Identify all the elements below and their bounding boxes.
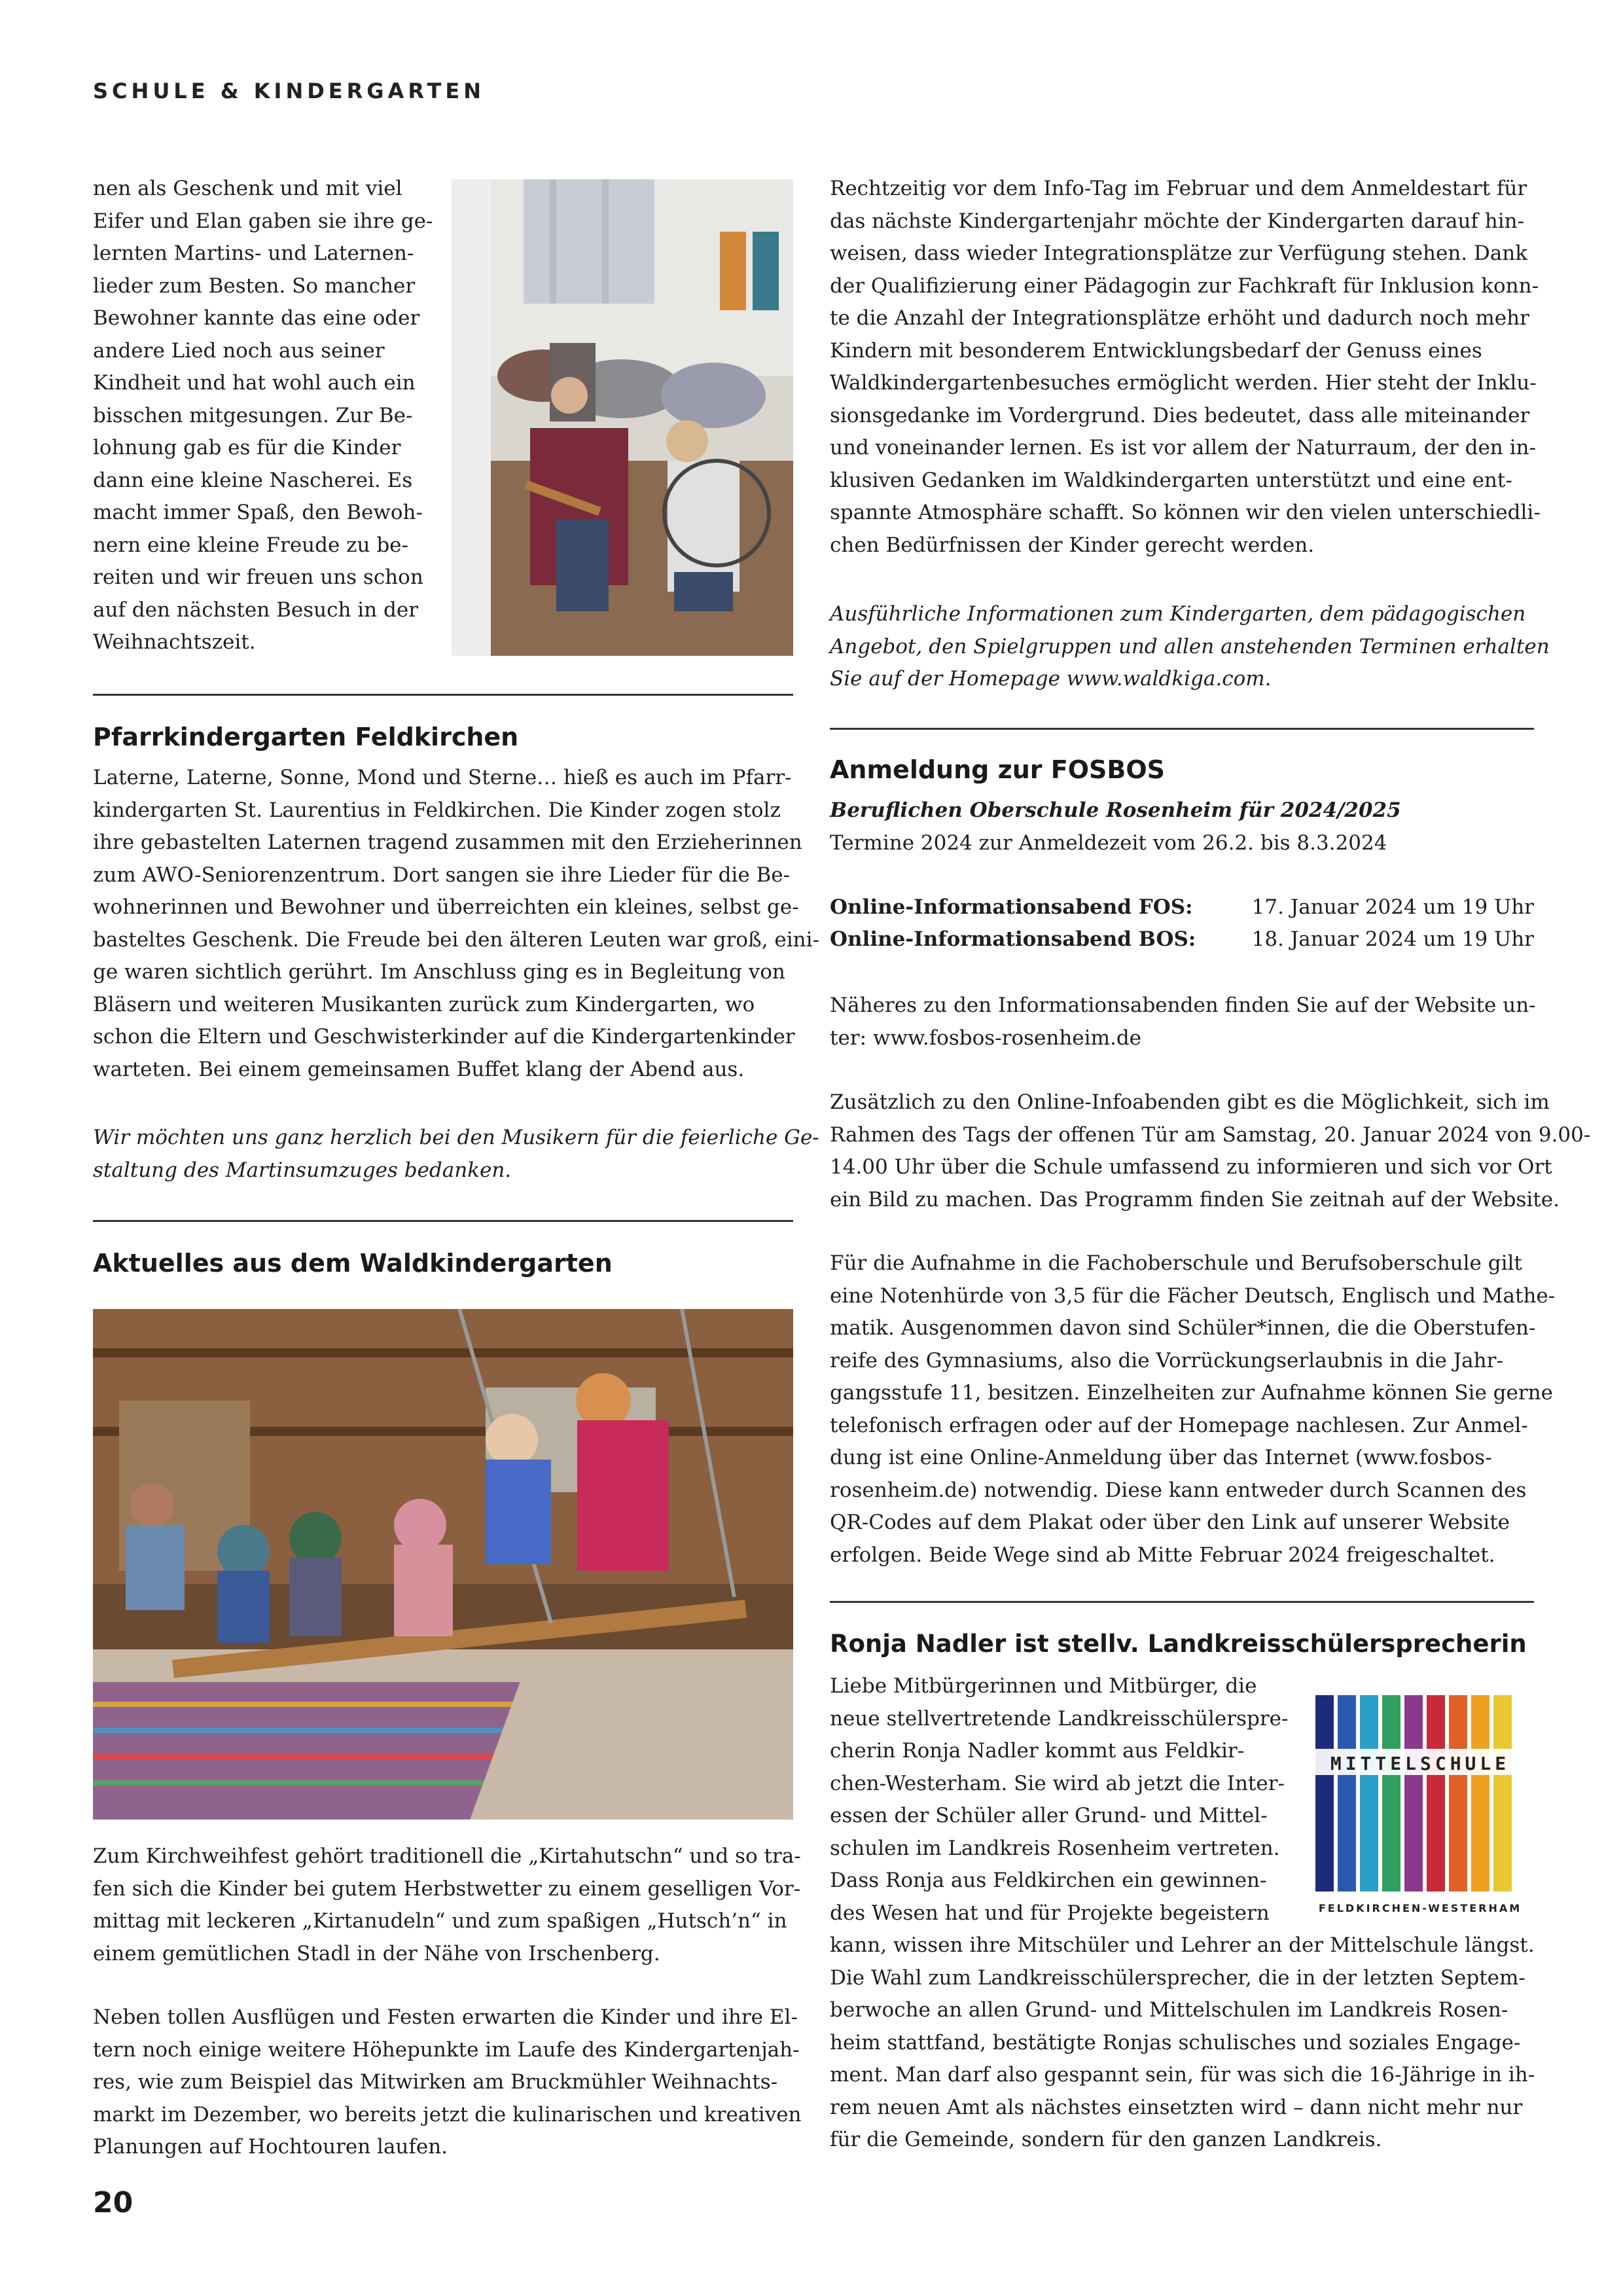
text-line: cherin Ronja Nadler kommt aus Feldkir-	[830, 1739, 1245, 1763]
text-line: berwoche an allen Grund- und Mittelschulen im Landkreis Rosen-	[830, 1998, 1508, 2022]
text-line: Rechtzeitig vor dem Info-Tag im Februar und dem Anmeldestart für	[830, 177, 1527, 200]
text-line: rem neuen Amt als nächstes einsetzten wird – dann nicht mehr nur	[830, 2095, 1523, 2119]
text-line: Bläsern und weiteren Musikanten zurück zum Kindergarten, wo	[93, 992, 755, 1016]
text-line: reiten und wir freuen uns schon	[93, 565, 423, 589]
text-line: Für die Aufnahme in die Fachoberschule und Berufsoberschule gilt	[830, 1251, 1522, 1275]
text-line: ge waren sichtlich gerührt. Im Anschluss ging es in Begleitung von	[93, 960, 785, 984]
text-line: essen der Schüler aller Grund- und Mittel-	[830, 1804, 1268, 1827]
fosbos-text-1	[830, 990, 1534, 1054]
text-line: ein Bild zu machen. Das Programm finden Sie zeitnah auf der Website.	[830, 1187, 1560, 1211]
text-line: Die Wahl zum Landkreisschülersprecher, die in der letzten Septem-	[830, 1965, 1525, 1990]
text-line: QR-Codes auf dem Plakat oder über den Link auf unserer Website	[830, 1511, 1510, 1534]
waldkindergarten-text-2	[93, 2001, 802, 2164]
text-line: erfolgen. Beide Wege sind ab Mitte Februar 2024 freigeschaltet.	[830, 1543, 1495, 1567]
ronja-text-short	[830, 1670, 1288, 1929]
event-label: Online-Informationsabend FOS:	[830, 895, 1193, 919]
text-line: wohnerinnen und Bewohner und überreichten ein kleines, selbst ge-	[93, 895, 799, 919]
text-line: markt im Dezember, wo bereits jetzt die kulinarischen und kreativen	[93, 2102, 802, 2126]
text-line: und voneinander lernen. Es ist vor allem der Naturraum, der den in-	[830, 436, 1536, 459]
text-line: nen als Geschenk und mit viel	[93, 177, 402, 200]
text-line: auf den nächsten Besuch in der	[93, 598, 419, 622]
logo-subtitle: FELDKIRCHEN-WESTERHAM	[1318, 1902, 1522, 1914]
text-line: dung ist eine Online-Anmeldung über das Internet (www.fosbos-	[830, 1446, 1492, 1469]
text-line: Kindern mit besonderem Entwicklungsbedarf der Genuss eines	[830, 338, 1482, 363]
text-line: Laterne, Laterne, Sonne, Mond und Sterne… hieß es auch im Pfarr-	[93, 766, 792, 789]
divider-1	[93, 694, 793, 696]
text-line: bisschen mitgesungen. Zur Be-	[93, 403, 413, 427]
senior-home-photo-art	[452, 179, 793, 656]
text-line: Zusätzlich zu den Online-Infoabenden gibt es die Möglichkeit, sich im	[830, 1090, 1550, 1114]
text-line: Neben tollen Ausflügen und Festen erwarten die Kinder und ihre El-	[93, 2005, 798, 2029]
text-line: Waldkindergartenbesuches ermöglicht werden. Hier steht der Inklu-	[830, 371, 1537, 395]
text-line: Rahmen des Tags der offenen Tür am Samstag, 20. Januar 2024 von 9.00-	[830, 1122, 1591, 1147]
text-line: ter: www.fosbos-rosenheim.de	[830, 1026, 1142, 1050]
text-line: Sie auf der Homepage www.waldkiga.com.	[830, 667, 1272, 691]
waldkiga-info	[830, 598, 1550, 696]
text-line: lohnung gab es für die Kinder	[93, 436, 401, 459]
text-line: andere Lied noch aus seiner	[93, 338, 385, 363]
text-line: Näheres zu den Informationsabenden finden Sie auf der Website un-	[830, 994, 1536, 1017]
text-line: macht immer Spaß, den Bewoh-	[93, 501, 423, 524]
text-line: neue stellvertretende Landkreisschülerspre-	[830, 1706, 1289, 1731]
text-line: des Wesen hat und für Projekte begeistern	[830, 1901, 1270, 1925]
text-line: nern eine kleine Freude zu be-	[93, 533, 408, 557]
text-line: telefonisch erfragen oder auf der Homepage nachlesen. Zur Anmel-	[830, 1413, 1528, 1437]
text-line: dann eine kleine Nascherei. Es	[93, 468, 413, 492]
logo-title: MITTELSCHULE	[1330, 1753, 1510, 1774]
pfarrkindergarten-heading: Pfarrkindergarten Feldkirchen	[93, 723, 519, 751]
text-line: mittag mit leckeren „Kirtanudeln“ und zum spaßigen „Hutsch’n“ in	[93, 1909, 787, 1933]
event-date: 18. Januar 2024 um 19 Uhr	[1251, 927, 1534, 951]
swing-photo	[93, 1309, 793, 1820]
divider-3	[830, 728, 1534, 730]
text-line: ihre gebastelten Laternen tragend zusammen mit den Erzieherinnen	[93, 831, 802, 854]
text-line: fen sich die Kinder bei gutem Herbstwetter zu einem geselligen Vor-	[93, 1876, 801, 1901]
pfarrkindergarten-text	[93, 762, 820, 1086]
text-line: spannte Atmosphäre schafft. So können wir den vielen unterschiedli-	[830, 501, 1541, 524]
swing-photo-art	[93, 1309, 793, 1820]
fosbos-subheading: Beruflichen Oberschule Rosenheim für 2024/2025	[830, 798, 1401, 822]
fosbos-text-3	[830, 1247, 1556, 1571]
fosbos-heading: Anmeldung zur FOSBOS	[830, 755, 1165, 784]
page-number: 20	[93, 2186, 134, 2219]
text-line: Ausführliche Informationen zum Kindergarten, dem pädagogischen	[830, 602, 1526, 626]
fosbos-event-row	[830, 891, 1534, 924]
mittelschule-logo	[1309, 1689, 1531, 1924]
text-line: weisen, dass wieder Integrationsplätze zur Verfügung stehen. Dank	[830, 242, 1528, 265]
senior-home-photo	[452, 179, 793, 656]
text-line: tern noch einige weitere Höhepunkte im Laufe des Kindergartenjah-	[93, 2037, 800, 2062]
ronja-text-full	[830, 1929, 1534, 2157]
text-line: heim stattfand, bestätigte Ronjas schulisches und soziales Engage-	[830, 2030, 1521, 2054]
waldkindergarten-heading: Aktuelles aus dem Waldkindergarten	[93, 1249, 613, 1278]
fosbos-text-2	[830, 1086, 1591, 1216]
text-line: res, wie zum Beispiel das Mitwirken am Bruckmühler Weihnachts-	[93, 2070, 778, 2094]
text-line: Dass Ronja aus Feldkirchen ein gewinnen-	[830, 1869, 1267, 1892]
text-line: das nächste Kindergartenjahr möchte der Kindergarten darauf hin-	[830, 209, 1525, 233]
text-line: lieder zum Besten. So mancher	[93, 274, 416, 298]
text-line: sionsgedanke im Vordergrund. Dies bedeutet, dass alle miteinander	[830, 403, 1530, 427]
text-line: einem gemütlichen Stadl in der Nähe von Irschenberg.	[93, 1941, 660, 1965]
text-line: kindergarten St. Laurentius in Feldkirchen. Die Kinder zogen stolz	[93, 798, 781, 822]
event-label: Online-Informationsabend BOS:	[830, 927, 1196, 951]
text-line: lernten Martins- und Laternen-	[93, 242, 414, 265]
text-line: Bewohner kannte das eine oder	[93, 306, 420, 330]
text-line: warteten. Bei einem gemeinsamen Buffet klang der Abend aus.	[93, 1057, 745, 1081]
text-line: Weihnachtszeit.	[93, 630, 256, 654]
text-line: staltung des Martinsumzuges bedanken.	[93, 1158, 512, 1182]
text-line: Liebe Mitbürgerinnen und Mitbürger, die	[830, 1674, 1257, 1698]
text-line: klusiven Gedanken im Waldkindergarten unterstützt und eine ent-	[830, 468, 1512, 492]
ronja-heading: Ronja Nadler ist stellv. Landkreisschülersprecherin	[830, 1630, 1527, 1658]
divider-2	[93, 1220, 793, 1222]
text-line: für die Gemeinde, sondern für den ganzen Landkreis.	[830, 2128, 1382, 2151]
pfarrkindergarten-thanks	[93, 1122, 819, 1187]
text-line: Planungen auf Hochtouren laufen.	[93, 2135, 448, 2159]
text-line: kann, wissen ihre Mitschüler und Lehrer an der Mittelschule längst.	[830, 1933, 1535, 1957]
event-date: 17. Januar 2024 um 19 Uhr	[1251, 895, 1534, 919]
text-line: basteltes Geschenk. Die Freude bei den älteren Leuten war groß, eini-	[93, 927, 820, 952]
text-line: schon die Eltern und Geschwisterkinder auf die Kindergartenkinder	[93, 1025, 795, 1049]
text-line: ment. Man darf also gespannt sein, für was sich die 16-Jährige in ih-	[830, 2063, 1535, 2087]
text-line: te die Anzahl der Integrationsplätze erhöht und dadurch noch mehr	[830, 306, 1529, 330]
text-line: Zum Kirchweihfest gehört traditionell die „Kirtahutschn“ und so tra-	[93, 1844, 801, 1868]
text-line: rosenheim.de) notwendig. Diese kann entweder durch Scannen des	[830, 1478, 1527, 1502]
text-line: reife des Gymnasiums, also die Vorrückungserlaubnis in die Jahr-	[830, 1348, 1503, 1372]
senior-visit-text	[93, 173, 433, 659]
inklusion-text	[830, 173, 1541, 562]
section-label: SCHULE & KINDERGARTEN	[93, 79, 485, 103]
text-line: eine Notenhürde von 3,5 für die Fächer Deutsch, Englisch und Mathe-	[830, 1283, 1556, 1308]
mittelschule-logo-art	[1309, 1689, 1531, 1924]
fosbos-termine: Termine 2024 zur Anmeldezeit vom 26.2. bis 8.3.2024	[830, 831, 1387, 855]
text-line: Kindheit und hat wohl auch ein	[93, 371, 416, 395]
text-line: chen-Westerham. Sie wird ab jetzt die Inter-	[830, 1771, 1285, 1795]
text-line: chen Bedürfnissen der Kinder gerecht werden.	[830, 533, 1315, 557]
text-line: zum AWO-Seniorenzentrum. Dort sangen sie ihre Lieder für die Be-	[93, 863, 791, 887]
waldkindergarten-text-1	[93, 1840, 801, 1970]
text-line: schulen im Landkreis Rosenheim vertreten.	[830, 1836, 1280, 1860]
text-line: gangsstufe 11, besitzen. Einzelheiten zur Aufnahme können Sie gerne	[830, 1381, 1553, 1405]
text-line: Angebot, den Spielgruppen und allen anstehenden Terminen erhalten	[830, 634, 1550, 658]
text-line: Eifer und Elan gaben sie ihre ge-	[93, 209, 433, 233]
text-line: matik. Ausgenommen davon sind Schüler*innen, die die Oberstufen-	[830, 1316, 1536, 1340]
fosbos-events	[830, 891, 1534, 957]
divider-4	[830, 1601, 1534, 1603]
fosbos-event-row	[830, 924, 1534, 956]
text-line: der Qualifizierung einer Pädagogin zur Fachkraft für Inklusion konn-	[830, 274, 1539, 298]
text-line: 14.00 Uhr über die Schule umfassend zu informieren und sich vor Ort	[830, 1155, 1552, 1179]
text-line: Wir möchten uns ganz herzlich bei den Musikern für die feierliche Ge-	[93, 1126, 819, 1149]
